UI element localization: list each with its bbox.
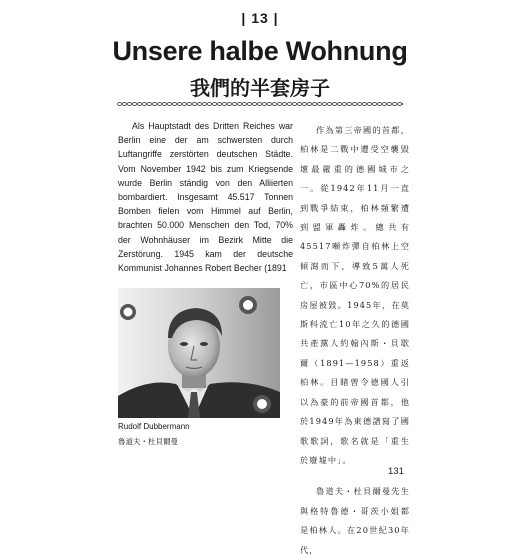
chinese-paragraph-2: 魯道夫・杜貝爾曼先生與格特魯德・哥茨小姐都是柏林人。在20世紀30年代， bbox=[300, 486, 410, 555]
chinese-paragraph-1: 作為第三帝國的首都，柏林是二戰中遭受空襲毀壞最嚴重的德國城市之一。從1942年11月一直到戰爭結束，柏林頻繁遭到盟軍轟炸。總共有45517噸炸彈自柏林上空傾瀉而下，導致5萬人死亡，市區中心70%的居民房屋被毀。1945年，在莫斯科流亡10年之久的德國共產黨人約翰內斯・貝歇爾（1891—1958）重返柏林。目睹曾令德國人引以為豪的前帝國首都，他於1949年為東德譜寫了國歌歌詞，歌名就是「重生於廢墟中」。 bbox=[300, 125, 410, 465]
punch-hole-bottom bbox=[253, 395, 271, 413]
chapter-number: | 13 | bbox=[241, 10, 279, 26]
chinese-body-column bbox=[300, 121, 410, 560]
chapter-title-german: Unsere halbe Wohnung bbox=[112, 36, 408, 66]
punch-hole-left bbox=[120, 304, 136, 320]
punch-hole-top bbox=[239, 296, 257, 314]
photo-caption-chinese: 魯道夫・杜貝爾曼 bbox=[118, 437, 178, 446]
ornamental-divider bbox=[117, 100, 403, 108]
page-number: 131 bbox=[388, 466, 404, 477]
portrait-illustration bbox=[118, 288, 280, 418]
portrait-photo bbox=[118, 288, 280, 418]
german-body-text: Als Hauptstadt des Dritten Reiches war Berlin eine der am schwersten durch Luftangriffe zerstörten deutschen Städte. Vom November 1942 bis zum Kriegsende wurde Berlin ständig von den Alliierten bombardiert. Insgesamt 45.517 Tonnen Bomben fielen vom Himmel auf Berlin, brachten 50.000 Menschen den Tod, 70% der Wohnhäuser im Bezirk Mitte die Zerstörung. 1945 kam der deutsche Kommunist Johannes Robert Becher (1891 bbox=[118, 121, 293, 274]
chapter-title-chinese: 我們的半套房子 bbox=[190, 76, 330, 100]
photo-caption-german: Rudolf Dubbermann bbox=[118, 422, 190, 431]
